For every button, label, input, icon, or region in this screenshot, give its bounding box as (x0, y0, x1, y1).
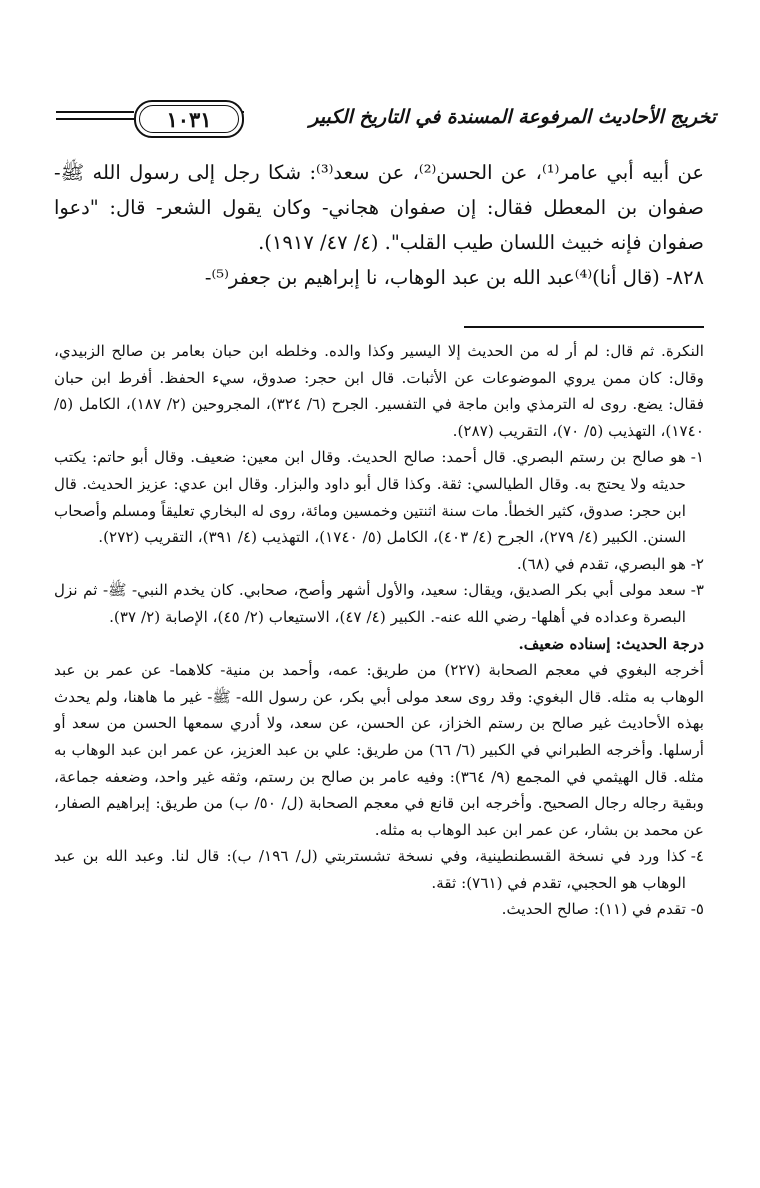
header-rule-left (56, 111, 134, 113)
page-number-badge (134, 100, 244, 138)
footnote-number: ١- (690, 448, 704, 467)
footnotes (54, 338, 704, 923)
main-text (54, 155, 704, 295)
hadith-grade: درجة الحديث: إسناده ضعيف. (518, 634, 704, 653)
footnote-text: هو صالح بن رستم البصري. قال أحمد: صالح الحديث. وقال ابن معين: ضعيف. وقال أبو حاتم: يكتب حديثه ولا يحتج به. وقال الطيالسي: ثقة. وكذا قال أبو داود والبزار. وقال ابن عدي: عزيز الحديث. قال ابن حجر: صدوق، كثير الخطأ. مات سنة اثنتين وخمسين ومائة، روى له البخاري تعليقاً ومسلم وأصحاب السنن. الكبير (٤/ ٢٧٩)، الجرح (٤/ ٤٠٣)، الكامل (٥/ ١٧٤٠)، التهذيب (٤/ ٣٩١)، التقريب (٢٧٢). (54, 448, 686, 547)
footnote-text: هو البصري، تقدم في (٦٨). (516, 554, 686, 573)
takhrij-paragraph: أخرجه البغوي في معجم الصحابة (٢٢٧) من طريق: عمه، وأحمد بن منية- كلاهما- عن عمر بن عبد الوهاب به مثله. قال البغوي: وقد روى سعد مولى أبي بكر، عن رسول الله- ﷺ- غير ما هاهنا، ولم يحدث بهذه الأحاديث غير صالح بن رستم الخزاز، عن الحسن، عن سعد، ولا أدري سمعها الحسن من سعد أو أرسلها. وأخرجه الطبراني في الكبير (٦/ ٦٦) من طريق: علي بن عبد العزيز، عن عمر ابن عبد الوهاب به مثله. قال الهيثمي في المجمع (٩/ ٣٦٤): وفيه عامر بن صالح بن رستم، وثقه غير واحد، وضعفه جماعة، وبقية رجاله رجال الصحيح. وأخرجه ابن قانع في معجم الصحابة (ل/ ٥٠/ ب) من طريق: إبراهيم الصفار، عن محمد بن بشار، عن عمر ابن عبد الوهاب به مثله. (54, 661, 705, 839)
footnote-separator (464, 326, 704, 328)
footnote-text: كذا ورد في نسخة القسطنطينية، وفي نسخة تشستربتي (ل/ ١٩٦/ ب): قال لنا. وعبد الله بن عبد الوهاب هو الحجبي، تقدم في (٧٦١): ثقة. (54, 847, 686, 892)
page-header (56, 96, 716, 146)
hadith-827-text: عن أبيه أبي عامر⁽¹⁾، عن الحسن⁽²⁾، عن سعد⁽³⁾: شكا رجل إلى رسول الله ﷺ- صفوان بن المعطل فقال: إن صفوان هجاني- وكان يقول الشعر- قال: "دعوا صفوان فإنه خبيث اللسان طيب القلب". (٤/ ٤٧/ ١٩١٧). (54, 161, 704, 254)
footnote-2 (54, 551, 704, 578)
footnote-text: سعد مولى أبي بكر الصديق، ويقال: سعيد، والأول أشهر وأصح، صحابي. كان يخدم النبي- ﷺ- ثم نزل البصرة وعداده في أهلها- رضي الله عنه-. الكبير (٤/ ٤٧)، الاستيعاب (٢/ ٤٥)، الإصابة (٢/ ٣٧). (54, 581, 686, 626)
footnote-1 (54, 444, 704, 550)
footnote-5 (54, 896, 704, 923)
running-title: تخريج الأحاديث المرفوعة المسندة في التاريخ الكبير (309, 106, 716, 128)
footnote-3 (54, 577, 704, 630)
header-rule-left-2 (56, 118, 134, 120)
footnote-text: تقدم في (١١): صالح الحديث. (501, 900, 686, 919)
hadith-828-text: ٨٢٨- (قال أنا)⁽⁴⁾عبد الله بن عبد الوهاب، نا إبراهيم بن جعفر⁽⁵⁾- (204, 266, 704, 289)
footnote-4 (54, 843, 704, 896)
footnote-number: ٤- (690, 847, 704, 866)
footnote-number: ٥- (690, 900, 704, 919)
footnote-number: ٣- (690, 581, 704, 600)
footnote-continuation: النكرة. ثم قال: لم أر له من الحديث إلا اليسير وكذا والده. وخلطه ابن حبان بعامر بن صالح الزبيدي، وقال: كان ممن يروي الموضوعات عن الأثبات. قال ابن حجر: صدوق، سيء الحفظ. أفرط ابن حبان فقال: يضع. روى له الترمذي وابن ماجة في التفسير. الجرح (٦/ ٣٢٤)، المجروحين (٢/ ١٨٧)، الكامل (٥/ ١٧٤٠)، التهذيب (٥/ ٧٠)، التقريب (٢٨٧). (54, 342, 705, 440)
page-number: ١٠٣١ (166, 106, 212, 132)
footnote-number: ٢- (690, 554, 704, 573)
